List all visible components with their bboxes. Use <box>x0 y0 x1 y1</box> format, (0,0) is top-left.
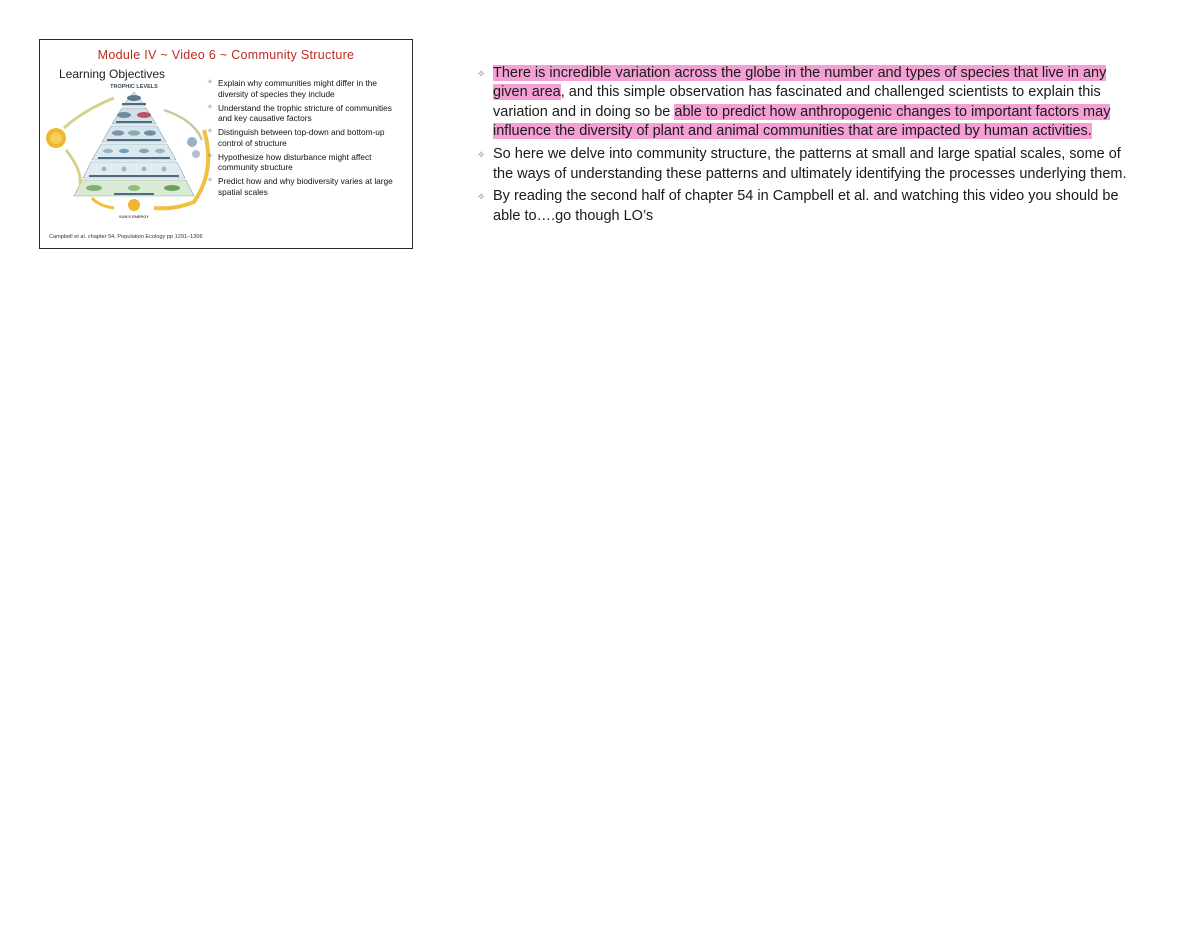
diamond-bullet-icon: ✧ <box>207 103 213 111</box>
pyramid-bottom-label: SUN'S ENERGY <box>118 214 150 219</box>
diamond-bullet-icon: ✧ <box>207 152 213 160</box>
pyramid-label: TROPHIC LEVELS <box>110 84 158 90</box>
note-text: So here we delve into community structure, the patterns at small and large spatial scales, some of the ways of understanding these patterns and ultimately identifying the processes underlying them. <box>493 146 1127 182</box>
note-item <box>477 145 1145 184</box>
learning-objectives-list <box>206 78 406 201</box>
objective-item: ✧ Predict how and why biodiversity varies at large spatial scales <box>207 176 393 197</box>
diamond-bullet-icon: ✧ <box>207 79 213 86</box>
objective-item: ✧ Distinguish between top-down and bottom-up control of structure <box>207 127 385 148</box>
objective-item: ✧ Understand the trophic stricture of communities and key causative factors <box>207 102 392 124</box>
slide-thumbnail <box>39 39 413 249</box>
diamond-bullet-icon: ✧ <box>207 128 213 136</box>
trophic-pyramid-image <box>44 80 216 220</box>
note-item <box>477 64 1145 142</box>
diamond-bullet-icon: ✧ <box>207 177 213 185</box>
slide-title: Module IV ~ Video 6 ~ Community Structure <box>97 48 355 62</box>
speaker-notes-list <box>477 64 1145 230</box>
objective-item: ✧ Explain why communities might differ in the diversity of species they include <box>207 78 377 99</box>
slide-subtitle: Learning Objectives <box>59 67 166 81</box>
note-item <box>477 187 1145 226</box>
diamond-bullet-icon: ✧ <box>477 69 486 80</box>
note-text: , and this simple observation has fascinated and challenged scientists to explain this variation and in doing so be <box>493 84 1101 120</box>
note-text: By reading the second half of chapter 54 in Campbell et al. and watching this video you should be able to….go though LO’s <box>493 188 1119 224</box>
note-text-highlighted: There is incredible variation across the globe in the number and types of species that live in any given area <box>493 65 1107 101</box>
diamond-bullet-icon: ✧ <box>477 192 486 204</box>
note-text-highlighted: able to predict how anthropogenic changes to important factors may influence the diversity of plant and animal communities that are impacted by human activities. <box>493 103 1111 140</box>
slide-citation: Campbell et al. chapter 54, Population Ecology pp 1291–1306 <box>49 234 203 240</box>
diamond-bullet-icon: ✧ <box>477 150 486 162</box>
objective-item: ✧ Hypothesize how disturbance might affect community structure <box>207 151 372 173</box>
